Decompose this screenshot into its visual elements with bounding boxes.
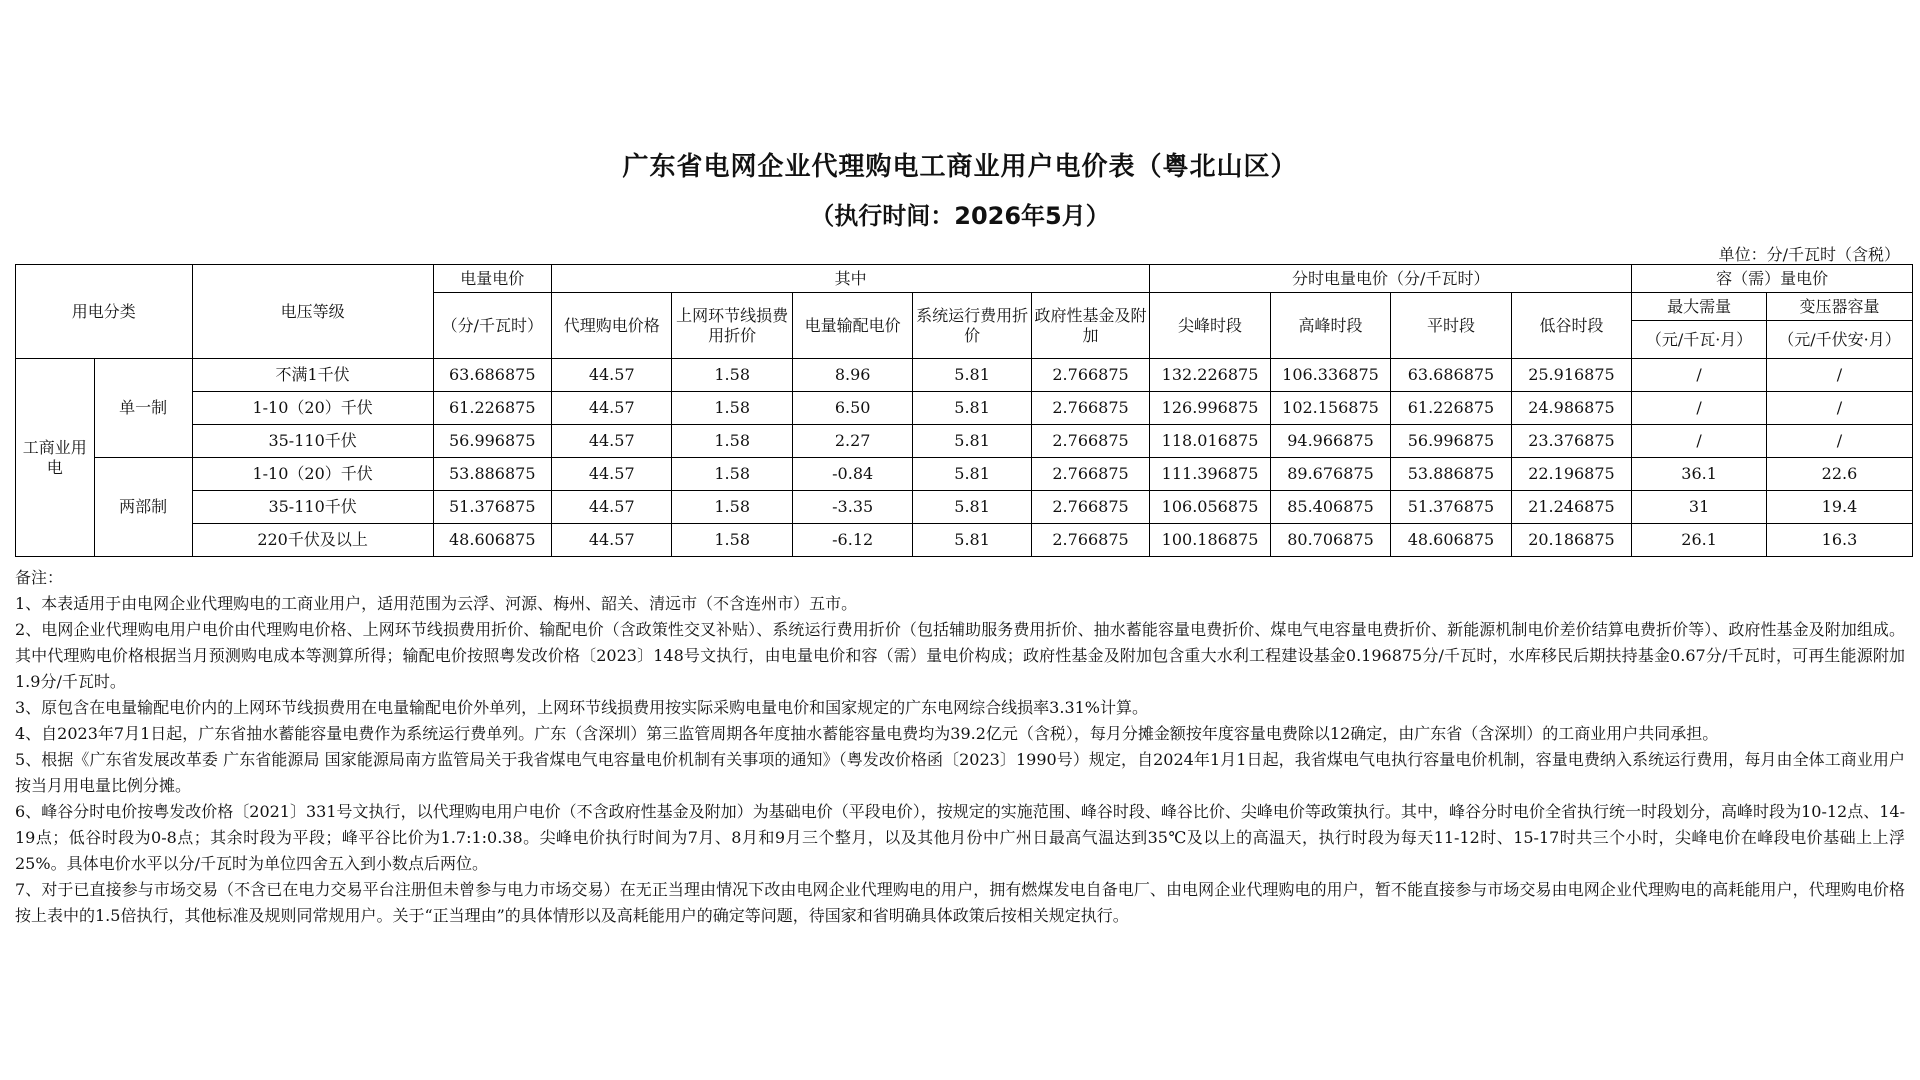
cell-flat: 51.376875 (1391, 491, 1511, 524)
cell-peak: 89.676875 (1270, 458, 1390, 491)
cell-sharp: 126.996875 (1150, 392, 1270, 425)
cell-valley: 25.916875 (1511, 359, 1632, 392)
cell-energy: 53.886875 (433, 458, 551, 491)
header-max-demand-unit: （元/千瓦·月） (1632, 321, 1767, 359)
cell-trans: -6.12 (792, 524, 912, 557)
notes-heading: 备注： (15, 568, 64, 587)
header-flat: 平时段 (1391, 293, 1511, 359)
cell-sys: 5.81 (913, 524, 1031, 557)
header-tou: 分时电量电价（分/千瓦时） (1150, 265, 1632, 293)
cell-valley: 24.986875 (1511, 392, 1632, 425)
cell-loss: 1.58 (672, 392, 792, 425)
note-item: 1、本表适用于由电网企业代理购电的工商业用户，适用范围为云浮、河源、梅州、韶关、清远市（不含连州市）五市。 (15, 594, 858, 613)
cell-trans: -3.35 (792, 491, 912, 524)
cell-sharp: 106.056875 (1150, 491, 1270, 524)
cell-transformer: 19.4 (1766, 491, 1912, 524)
cell-sharp: 111.396875 (1150, 458, 1270, 491)
cell-peak: 106.336875 (1270, 359, 1390, 392)
cell-demand: 26.1 (1632, 524, 1767, 557)
cell-demand: / (1632, 425, 1767, 458)
cell-valley: 20.186875 (1511, 524, 1632, 557)
header-system-cost: 系统运行费用折价 (913, 293, 1031, 359)
cell-agent: 44.57 (551, 458, 671, 491)
cell-peak: 80.706875 (1270, 524, 1390, 557)
cell-transformer: 22.6 (1766, 458, 1912, 491)
cell-transformer: / (1766, 359, 1912, 392)
table-row (16, 524, 1913, 557)
unit-label: 单位：分/千瓦时（含税） (1718, 245, 1900, 264)
cell-valley: 22.196875 (1511, 458, 1632, 491)
header-gov-fund: 政府性基金及附加 (1031, 293, 1149, 359)
cell-energy: 61.226875 (433, 392, 551, 425)
cell-demand: / (1632, 392, 1767, 425)
table-row (16, 491, 1913, 524)
price-table (15, 264, 1913, 557)
cell-sys: 5.81 (913, 491, 1031, 524)
header-sharp-peak: 尖峰时段 (1150, 293, 1270, 359)
cell-trans: 8.96 (792, 359, 912, 392)
header-of-which: 其中 (551, 265, 1149, 293)
cell-loss: 1.58 (672, 425, 792, 458)
cell-voltage: 1-10（20）千伏 (192, 458, 433, 491)
table-row (16, 425, 1913, 458)
cell-energy: 51.376875 (433, 491, 551, 524)
cell-voltage: 35-110千伏 (192, 425, 433, 458)
cell-valley: 23.376875 (1511, 425, 1632, 458)
notes-section (15, 565, 1905, 929)
header-transformer: 变压器容量 (1766, 293, 1912, 321)
cell-voltage: 不满1千伏 (192, 359, 433, 392)
cell-fund: 2.766875 (1031, 392, 1149, 425)
note-item: 3、原包含在电量输配电价内的上网环节线损费用在电量输配电价外单列，上网环节线损费用按实际采购电量电价和国家规定的广东电网综合线损率3.31%计算。 (15, 698, 1149, 717)
cell-transformer: 16.3 (1766, 524, 1912, 557)
cell-fund: 2.766875 (1031, 425, 1149, 458)
header-capacity: 容（需）量电价 (1632, 265, 1913, 293)
cell-sys: 5.81 (913, 425, 1031, 458)
cell-valley: 21.246875 (1511, 491, 1632, 524)
page-subtitle: （执行时间：2026年5月） (810, 202, 1110, 230)
cell-agent: 44.57 (551, 359, 671, 392)
cell-transformer: / (1766, 425, 1912, 458)
cell-energy: 56.996875 (433, 425, 551, 458)
cell-agent: 44.57 (551, 392, 671, 425)
header-voltage: 电压等级 (192, 265, 433, 359)
cell-trans: 6.50 (792, 392, 912, 425)
cell-loss: 1.58 (672, 359, 792, 392)
cell-sharp: 100.186875 (1150, 524, 1270, 557)
header-max-demand: 最大需量 (1632, 293, 1767, 321)
table-row (16, 359, 1913, 392)
header-energy-price: 电量电价 (433, 265, 551, 293)
header-agent-price: 代理购电价格 (551, 293, 671, 359)
cell-flat: 61.226875 (1391, 392, 1511, 425)
header-transformer-unit: （元/千伏安·月） (1766, 321, 1912, 359)
header-valley: 低谷时段 (1511, 293, 1632, 359)
cell-trans: 2.27 (792, 425, 912, 458)
cell-fund: 2.766875 (1031, 491, 1149, 524)
header-row-1 (16, 265, 1913, 293)
header-line-loss: 上网环节线损费用折价 (672, 293, 792, 359)
header-peak: 高峰时段 (1270, 293, 1390, 359)
cell-flat: 56.996875 (1391, 425, 1511, 458)
header-energy-price-unit: （分/千瓦时） (433, 293, 551, 359)
cell-peak: 102.156875 (1270, 392, 1390, 425)
header-category: 用电分类 (16, 265, 193, 359)
cell-loss: 1.58 (672, 524, 792, 557)
cell-loss: 1.58 (672, 491, 792, 524)
cell-flat: 48.606875 (1391, 524, 1511, 557)
group-label: 两部制 (94, 458, 192, 557)
cell-voltage: 35-110千伏 (192, 491, 433, 524)
cell-flat: 53.886875 (1391, 458, 1511, 491)
note-item: 4、自2023年7月1日起，广东省抽水蓄能容量电费作为系统运行费单列。广东（含深圳）第三监管周期各年度抽水蓄能容量电费均为39.2亿元（含税），每月分摊金额按年度容量电费除以12确定，由广东省（含深圳）的工商业用户共同承担。 (15, 724, 1719, 743)
cell-sharp: 118.016875 (1150, 425, 1270, 458)
cell-agent: 44.57 (551, 491, 671, 524)
note-item: 6、峰谷分时电价按粤发改价格〔2021〕331号文执行，以代理购电用户电价（不含政府性基金及附加）为基础电价（平段电价），按规定的实施范围、峰谷时段、峰谷比价、尖峰电价等政策执行。其中，峰谷分时电价全省执行统一时段划分，高峰时段为10-12点、14-19点；低谷时段为0-8点；其余时段为平段；峰平谷比价为1.7:1:0.38。尖峰电价执行时间为7月、8月和9月三个整月，以及其他月份中广州日最高气温达到35℃及以上的高温天，执行时段为每天11-12时、15-17时共三个小时，尖峰电价在峰段电价基础上上浮25%。具体电价水平以分/千瓦时为单位四舍五入到小数点后两位。 (15, 802, 1905, 873)
note-item: 5、根据《广东省发展改革委 广东省能源局 国家能源局南方监管局关于我省煤电气电容量电价机制有关事项的通知》（粤发改价格函〔2023〕1990号）规定，自2024年1月1日起，我省煤电气电执行容量电价机制，容量电费纳入系统运行费用，每月由全体工商业用户按当月用电量比例分摊。 (15, 750, 1905, 795)
cell-flat: 63.686875 (1391, 359, 1511, 392)
cell-sys: 5.81 (913, 458, 1031, 491)
cell-sys: 5.81 (913, 392, 1031, 425)
group-label: 单一制 (94, 359, 192, 458)
cell-voltage: 220千伏及以上 (192, 524, 433, 557)
cell-transformer: / (1766, 392, 1912, 425)
cell-peak: 85.406875 (1270, 491, 1390, 524)
page-title: 广东省电网企业代理购电工商业用户电价表（粤北山区） (622, 152, 1298, 182)
cell-peak: 94.966875 (1270, 425, 1390, 458)
cell-sys: 5.81 (913, 359, 1031, 392)
category-label: 工商业用电 (16, 359, 95, 557)
cell-demand: 36.1 (1632, 458, 1767, 491)
cell-trans: -0.84 (792, 458, 912, 491)
note-item: 2、电网企业代理购电用户电价由代理购电价格、上网环节线损费用折价、输配电价（含政策性交叉补贴）、系统运行费用折价（包括辅助服务费用折价、抽水蓄能容量电费折价、煤电气电容量电费折价、新能源机制电价差价结算电费折价等）、政府性基金及附加组成。其中代理购电价格根据当月预测购电成本等测算所得；输配电价按照粤发改价格〔2023〕148号文执行，由电量电价和容（需）量电价构成；政府性基金及附加包含重大水利工程建设基金0.196875分/千瓦时，水库移民后期扶持基金0.67分/千瓦时，可再生能源附加1.9分/千瓦时。 (15, 620, 1905, 691)
cell-loss: 1.58 (672, 458, 792, 491)
cell-demand: 31 (1632, 491, 1767, 524)
cell-fund: 2.766875 (1031, 524, 1149, 557)
header-transmission: 电量输配电价 (792, 293, 912, 359)
cell-agent: 44.57 (551, 425, 671, 458)
cell-fund: 2.766875 (1031, 458, 1149, 491)
cell-sharp: 132.226875 (1150, 359, 1270, 392)
cell-agent: 44.57 (551, 524, 671, 557)
table-row (16, 392, 1913, 425)
note-item: 7、对于已直接参与市场交易（不含已在电力交易平台注册但未曾参与电力市场交易）在无正当理由情况下改由电网企业代理购电的用户，拥有燃煤发电自备电厂、由电网企业代理购电的用户，暂不能直接参与市场交易由电网企业代理购电的高耗能用户，代理购电价格按上表中的1.5倍执行，其他标准及规则同常规用户。关于“正当理由”的具体情形以及高耗能用户的确定等问题，待国家和省明确具体政策后按相关规定执行。 (15, 880, 1905, 925)
cell-demand: / (1632, 359, 1767, 392)
cell-voltage: 1-10（20）千伏 (192, 392, 433, 425)
cell-energy: 48.606875 (433, 524, 551, 557)
cell-energy: 63.686875 (433, 359, 551, 392)
cell-fund: 2.766875 (1031, 359, 1149, 392)
table-row (16, 458, 1913, 491)
